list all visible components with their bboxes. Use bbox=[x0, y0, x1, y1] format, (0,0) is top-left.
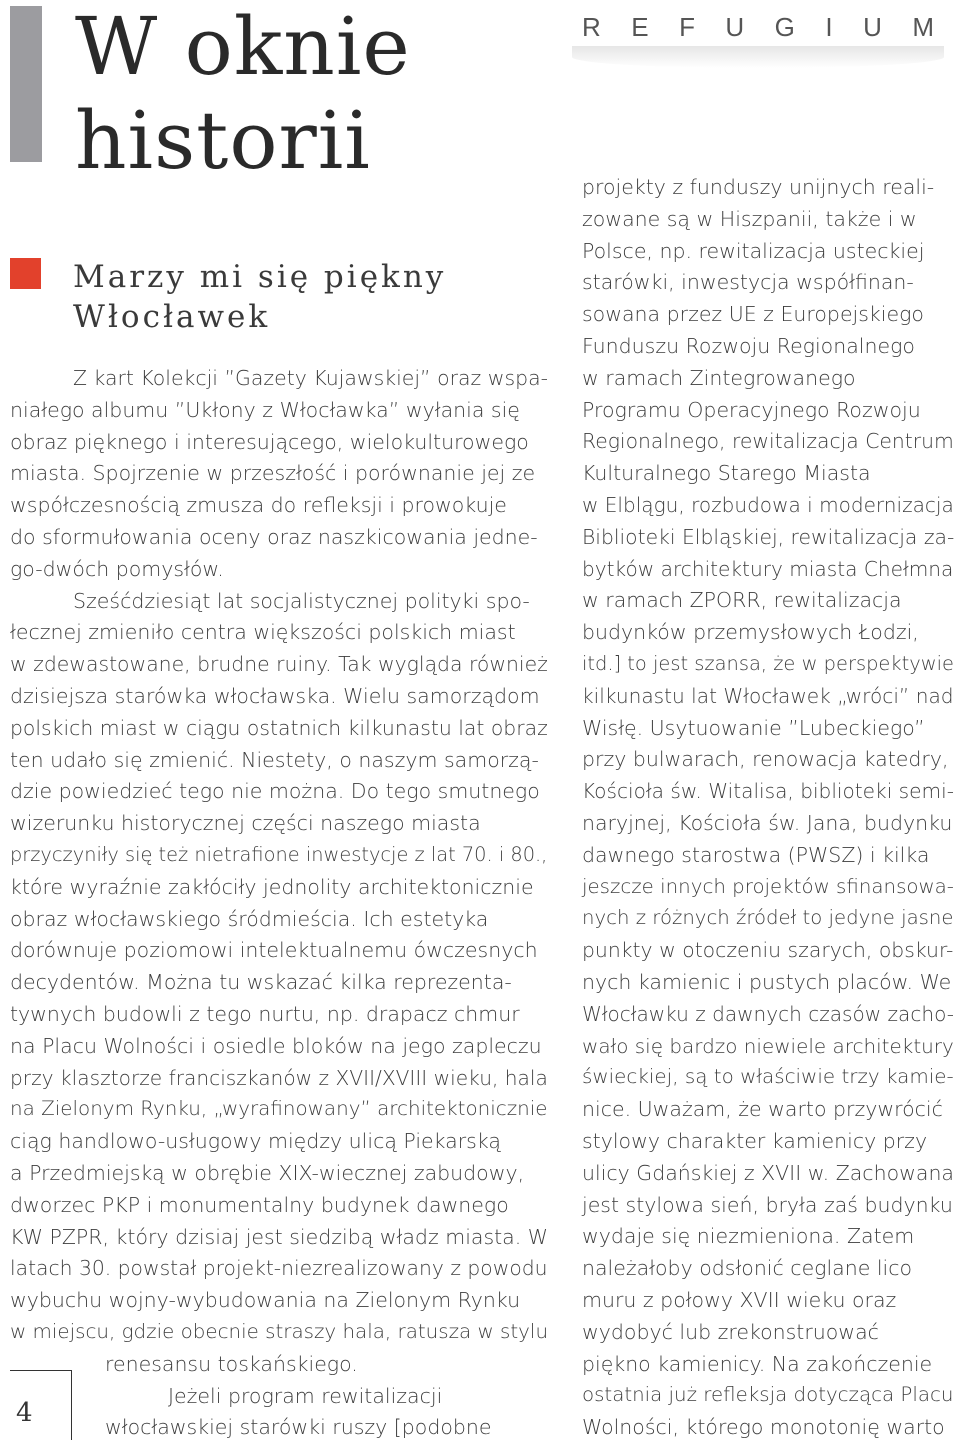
refugium-letter: U bbox=[725, 11, 745, 42]
left-text-line: a Przedmiejską w obrębie XIX-wiecznej zabudowy, bbox=[10, 1161, 525, 1185]
left-text-line: obraz włocławskiego śródmieścia. Ich estetyka bbox=[10, 906, 489, 931]
left-text-line: do sformułowania oceny oraz naszkicowania jedne- bbox=[10, 525, 538, 549]
right-text-line: sowana przez UE z Europejskiego bbox=[582, 302, 924, 327]
left-text-line: ten udało się zmienić. Niestety, o naszym samorzą- bbox=[10, 747, 539, 772]
left-text-line: tywnych budowli z tego nurtu, np. drapacz chmur bbox=[10, 1002, 520, 1026]
left-text-line: dorównuje poziomowi intelektualnemu ówczesnych bbox=[10, 938, 538, 963]
right-text-line: wydaje się niezmieniona. Zatem bbox=[582, 1224, 915, 1249]
left-text-line: które wyraźnie zakłóciły jednolity architektonicznie bbox=[10, 874, 534, 899]
left-text-line: w miejscu, gdzie obecnie straszy hala, ratusza w stylu bbox=[10, 1320, 549, 1343]
left-text-line: niałego albumu ”Ukłony z Włocławka” wyłania się bbox=[10, 397, 520, 422]
right-text-line: bytków architektury miasta Chełmna bbox=[582, 556, 954, 581]
right-text-line: starówki, inwestycja współfinan- bbox=[582, 270, 914, 295]
right-text-line: przy bulwarach, renowacja katedry, bbox=[582, 747, 949, 772]
right-text-line: dawnego starostwa (PWSZ) i kilka bbox=[582, 842, 930, 867]
right-text-line: itd.] to jest szansa, że w perspektywie bbox=[582, 652, 954, 675]
left-text-line: w zdewastowane, brudne ruiny. Tak wygląda również bbox=[10, 652, 548, 677]
subtitle-line-2: Włocławek bbox=[73, 299, 271, 335]
right-text-line: nych z różnych źródeł to jedyne jasne bbox=[582, 906, 954, 930]
right-text-line: naryjnej, Kościoła św. Jana, budynku bbox=[582, 811, 953, 835]
refugium-letter: F bbox=[679, 11, 695, 42]
left-text-line: na Zielonym Rynku, „wyrafinowany” architektonicznie bbox=[10, 1097, 548, 1121]
left-text-line: decydentów. Można tu wskazać kilka reprezenta- bbox=[10, 970, 512, 995]
right-text-line: Kościoła św. Witalisa, biblioteki semi- bbox=[582, 779, 954, 804]
left-text-line: przyczyniły się też nietrafione inwestycje z lat 70. i 80., bbox=[10, 843, 548, 866]
left-text-line: renesansu toskańskiego. bbox=[105, 1351, 358, 1376]
right-text-line: wydobyć lub zrekonstruować bbox=[582, 1319, 879, 1344]
right-text-line: jest stylowa sień, bryła zaś budynku bbox=[582, 1192, 953, 1217]
left-text-line: współczesnością zmusza do refleksji i prowokuje bbox=[10, 493, 507, 518]
right-text-line: ulicy Gdańskiej z XVII w. Zachowana bbox=[582, 1160, 954, 1185]
right-text-line: wało się bardzo niewiele architektury bbox=[582, 1033, 954, 1058]
left-text-line: go-dwóch pomysłów. bbox=[10, 556, 224, 581]
left-text-line: dzie powiedzieć tego nie można. Do tego smutnego bbox=[10, 779, 540, 804]
right-text-line: muru z połowy XVII wieku oraz bbox=[582, 1288, 897, 1312]
left-text-line: na Placu Wolności i osiedle bloków na jego zapleczu bbox=[10, 1033, 542, 1058]
right-text-line: Wisłę. Usytuowanie ”Lubeckiego” bbox=[582, 715, 925, 740]
right-text-line: Wolności, którego monotonię warto bbox=[582, 1415, 945, 1440]
refugium-shadow bbox=[572, 46, 944, 68]
right-text-line: stylowy charakter kamienicy przy bbox=[582, 1129, 928, 1153]
left-text-line: miasta. Spojrzenie w przeszłość i porównanie jej ze bbox=[10, 461, 536, 486]
right-text-line: zowane są w Hiszpanii, także i w bbox=[582, 206, 917, 231]
right-text-line: Biblioteki Elbląskiej, rewitalizacja za- bbox=[582, 524, 955, 549]
right-text-line: w Elblągu, rozbudowa i modernizacja bbox=[582, 493, 954, 517]
section-subtitle bbox=[73, 257, 446, 337]
right-text-line: nice. Uważam, że warto przywrócić bbox=[582, 1097, 943, 1122]
right-text-line: ostatnia już refleksja dotycząca Placu bbox=[582, 1383, 954, 1407]
refugium-letter: M bbox=[912, 11, 934, 42]
right-text-line: Kulturalnego Starego Miasta bbox=[582, 461, 871, 486]
title-line-2: historii bbox=[75, 94, 371, 187]
left-text-line: dworzec PKP i monumentalny budynek dawnego bbox=[10, 1192, 509, 1217]
left-text-line: polskich miast w ciągu ostatnich kilkunastu lat obraz bbox=[10, 715, 548, 740]
refugium-letter: U bbox=[863, 11, 882, 42]
left-text-line: Z kart Kolekcji ”Gazety Kujawskiej” oraz wspa- bbox=[73, 366, 548, 390]
left-text-line: Jeżeli program rewitalizacji bbox=[168, 1383, 443, 1408]
right-text-line: w ramach Zintegrowanego bbox=[582, 365, 856, 390]
left-text-line: włocławskiej starówki ruszy [podobne bbox=[105, 1415, 492, 1440]
right-text-line: Funduszu Rozwoju Regionalnego bbox=[582, 334, 915, 358]
decorative-gray-bar bbox=[10, 6, 42, 162]
left-text-line: dzisiejsza starówka włocławska. Wielu samorządom bbox=[10, 684, 540, 708]
left-text-line: KW PZPR, który dzisiaj jest siedzibą władz miasta. W bbox=[10, 1224, 549, 1249]
left-text-line: Sześćdziesiąt lat socjalistycznej polityki spo- bbox=[73, 588, 530, 613]
left-text-line: przy klasztorze franciszkanów z XVII/XVIII wieku, hala bbox=[10, 1065, 548, 1090]
refugium-letter: R bbox=[582, 11, 601, 42]
left-text-line: obraz pięknego i interesującego, wielokulturowego bbox=[10, 429, 529, 454]
right-text-line: budynków przemysłowych Łodzi, bbox=[582, 620, 919, 645]
right-text-line: projekty z funduszy unijnych reali- bbox=[582, 175, 935, 199]
left-text-line: wizerunku historycznej części naszego miasta bbox=[10, 811, 481, 836]
refugium-letter: I bbox=[825, 11, 833, 42]
refugium-letter: G bbox=[774, 11, 795, 42]
right-text-line: nych kamienic i pustych placów. We bbox=[582, 970, 952, 994]
page-number: 4 bbox=[16, 1398, 33, 1428]
right-text-line: kilkunastu lat Włocławek „wróci” nad bbox=[582, 683, 954, 708]
refugium-letter: E bbox=[631, 11, 649, 42]
left-text-line: łecznej zmieniło centra większości polskich miast bbox=[10, 620, 516, 645]
right-text-line: należałoby odsłonić ceglane lico bbox=[582, 1256, 913, 1281]
left-text-line: wybuchu wojny-wybudowania na Zielonym Rynku bbox=[10, 1288, 521, 1313]
section-marker-square bbox=[10, 258, 41, 289]
right-text-line: Programu Operacyjnego Rozwoju bbox=[582, 397, 921, 422]
left-text-line: latach 30. powstał projekt-niezrealizowany z powodu bbox=[10, 1256, 548, 1281]
page-title bbox=[75, 0, 411, 188]
right-text-line: Regionalnego, rewitalizacja Centrum bbox=[582, 429, 954, 454]
title-line-1: W oknie bbox=[75, 0, 411, 93]
right-text-line: w ramach ZPORR, rewitalizacja bbox=[582, 588, 902, 613]
refugium-header bbox=[582, 10, 934, 44]
right-text-line: jeszcze innych projektów sfinansowa- bbox=[582, 874, 954, 898]
right-text-line: świeckiej, są to właściwie trzy kamie- bbox=[582, 1065, 954, 1089]
right-text-line: punkty w otoczeniu szarych, obskur- bbox=[582, 938, 954, 963]
right-text-line: piękno kamienicy. Na zakończenie bbox=[582, 1351, 933, 1376]
subtitle-line-1: Marzy mi się piękny bbox=[73, 259, 447, 295]
right-text-line: Włocławku z dawnych czasów zacho- bbox=[582, 1001, 954, 1026]
right-text-line: Polsce, np. rewitalizacja usteckiej bbox=[582, 238, 925, 263]
left-text-line: ciąg handlowo-usługowy między ulicą Piekarską bbox=[10, 1129, 501, 1154]
